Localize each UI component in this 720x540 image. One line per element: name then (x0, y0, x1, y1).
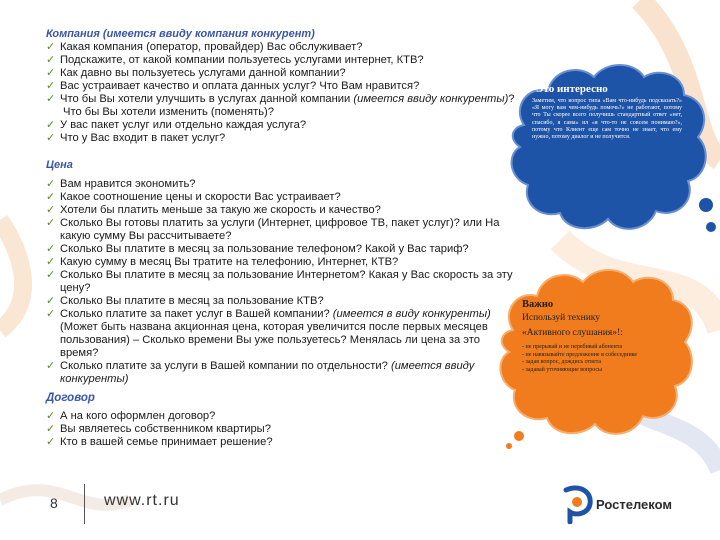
question-list (46, 28, 516, 449)
list-item: ✓ Кто в вашей семье принимает решение? (46, 436, 273, 448)
check-icon: ✓ (46, 132, 56, 144)
list-item: ✓ Какая компания (оператор, провайдер) Вас обслуживает? (46, 41, 363, 53)
price-questions (46, 178, 516, 386)
orange-cloud-line: «Активного слушания»!: (522, 328, 623, 338)
contract-questions (46, 410, 516, 449)
orange-cloud-line: Используй технику (522, 313, 601, 323)
check-icon: ✓ (46, 191, 56, 203)
list-item: ✓ Как давно вы пользуетесь услугами данной компании? (46, 67, 346, 79)
list-item: ✓ Вас устраивает качество и оплата данных услуг? Что Вам нравится? (46, 80, 420, 92)
list-item: ✓ Подскажите, от какой компании пользуетесь услугами интернет, КТВ? (46, 54, 424, 66)
section-heading-company: Компания (имеется ввиду компания конкурент) (46, 28, 315, 40)
orange-cloud-list (522, 344, 672, 374)
list-item: ✓ Сколько платите за пакет услуг в Вашей компании? (имеется в виду конкуренты) (Может быть названа акционная цена, которая увеличится после первых месяцев пользования) – Сколько времени Вы уже пользуетесь? Менялась ли цена за это время? (46, 308, 491, 359)
check-icon: ✓ (46, 410, 56, 422)
list-item: ✓ Вы являетесь собственником квартиры? (46, 423, 271, 435)
list-subline: Что бы Вы хотели изменить (поменять)? (63, 106, 274, 118)
list-item: ✓ Сколько Вы платите в месяц за пользование телефоном? Какой у Вас тариф? (46, 243, 469, 255)
check-icon: ✓ (46, 436, 56, 448)
list-item: - не прерывай и не перебивай абонента (522, 344, 623, 350)
list-item: ✓ Какое соотношение цены и скорости Вас устраивает? (46, 191, 341, 203)
check-icon: ✓ (46, 269, 56, 281)
brand-name: Ростелеком (596, 497, 672, 512)
list-item: - не навязывайте предложение в собеседнике (522, 351, 638, 358)
section-heading-contract: Договор (46, 392, 95, 404)
check-icon: ✓ (46, 93, 56, 105)
check-icon: ✓ (46, 67, 56, 79)
site-link[interactable]: www.rt.ru (104, 492, 180, 509)
list-item: ✓ Сколько Вы готовы платить за услуги (Интернет, цифровое ТВ, пакет услуг)? или На какую сумму Вы рассчитываете? (46, 217, 500, 242)
rostelecom-logo-icon (560, 484, 594, 524)
check-icon: ✓ (46, 41, 56, 53)
section-heading-price: Цена (46, 159, 73, 171)
list-item: ✓ Что бы Вы хотели улучшить в услугах данной компании (имеется ввиду конкуренты)? (46, 93, 515, 105)
check-icon: ✓ (46, 217, 56, 229)
company-questions (46, 41, 516, 145)
page-number: 8 (50, 495, 58, 511)
check-icon: ✓ (46, 243, 56, 255)
list-item: - задавай уточняющие вопросы (522, 366, 603, 373)
check-icon: ✓ (46, 256, 56, 268)
check-icon: ✓ (46, 204, 56, 216)
list-item: ✓ А на кого оформлен договор? (46, 410, 216, 422)
check-icon: ✓ (46, 178, 56, 190)
list-item: ✓ Что у Вас входит в пакет услуг? (46, 132, 226, 144)
check-icon: ✓ (46, 295, 56, 307)
list-item: ✓ Вам нравится экономить? (46, 178, 196, 190)
check-icon: ✓ (46, 80, 56, 92)
footer-divider (84, 484, 85, 524)
blue-cloud-title: Это интересно (536, 83, 608, 95)
list-item: ✓ Сколько платите за услуги в Вашей компании по отдельности? (имеется ввиду конкуренты) (46, 360, 475, 385)
list-item: ✓ Какую сумму в месяц Вы тратите на телефонию, Интернет, КТВ? (46, 256, 399, 268)
orange-cloud-title: Важно (522, 299, 554, 310)
check-icon: ✓ (46, 308, 56, 320)
check-icon: ✓ (46, 54, 56, 66)
list-item: ✓ Сколько Вы платите в месяц за пользование КТВ? (46, 295, 324, 307)
list-item: - задав вопрос, дождись ответа (522, 359, 601, 365)
check-icon: ✓ (46, 360, 56, 372)
check-icon: ✓ (46, 423, 56, 435)
list-item: ✓ У вас пакет услуг или отдельно каждая услуга? (46, 119, 307, 131)
list-item: ✓ Хотели бы платить меньше за такую же скорость и качество? (46, 204, 381, 216)
check-icon: ✓ (46, 119, 56, 131)
list-item: ✓ Сколько Вы платите в месяц за пользование Интернетом? Какая у Вас скорость за эту цену? (46, 269, 513, 294)
blue-cloud-body: Заметим, что вопрос типа «Вам что-нибудь подсказать?» «Я могу вам чем-нибудь помочь?» не работают, потому что Ты скорее всего получишь стандартный ответ «нет, спасибо, я сама» ил «я что-то не совсем понимаю?», потому что Клиент еще сам точно не знает, что ему нужно, потому диалог и не получится. (532, 98, 682, 141)
